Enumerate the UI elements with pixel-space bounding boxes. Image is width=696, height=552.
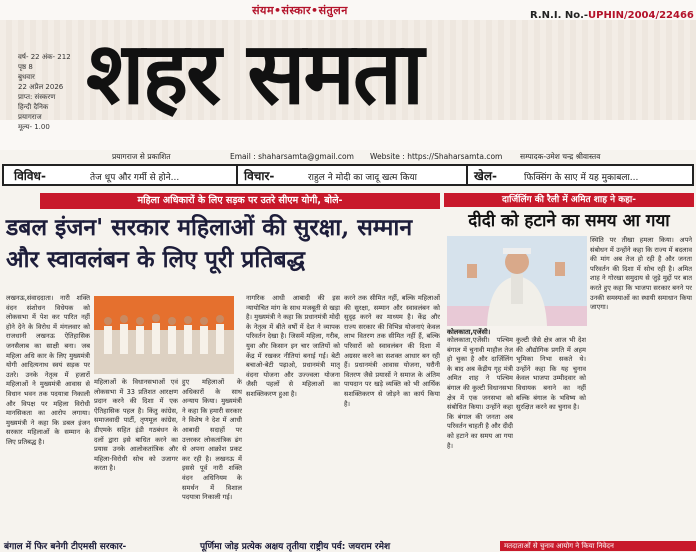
section-teaser-vichar[interactable]: राहुल ने मोदी का जादू खत्म किया [308, 173, 417, 183]
website-link[interactable]: Website : https://Shaharsamta.com [370, 152, 503, 161]
bottom-headline-middle[interactable]: पूर्णिमा जोड़ प्रत्येक अक्षय तृतीया राष्ट्रीय पर्व: जयराम रमेश [200, 542, 391, 552]
info-bar [0, 150, 696, 164]
strip-divider [466, 166, 468, 184]
section-teaser-khel[interactable]: फिक्सिंग के साए में यह मुकाबला... [524, 173, 639, 183]
published-from: प्रयागराज से प्रकाशित [112, 152, 171, 161]
side-story-column-3: स्थिति पर तीखा हमला किया। अपने संबोधन में उन्होंने कहा कि राज्य में बदलाव की मांग अब तेज हो रही है और जनता परिवर्तन की दिशा में सोच रही है। अमित शाह ने गोरखा समुदाय से जुड़े मुद्दों पर बात करते हुए कहा कि भाजपा सरकार बनने पर उनकी समस्याओं का स्थायी समाधान किया जाएगा। [590, 236, 692, 312]
main-story-column-1: लखनऊ,संवाददाता। नारी शक्ति वंदन संशोधन विधेयक को लोकसभा में पेश कर पारित नहीं होने देने के विरोध में मंगलवार को राजधानी लखनऊ ऐतिहासिक जनसैलाब का साक्षी बना। जब महिला अधि कार के लिए मुख्यमंत्री योगी आदित्यनाथ स्वयं सड़क पर उतरे। उनके नेतृत्व में हजारों महिलाओं ने मुख्यमंत्री आवास से विधान भवन तक पदयात्रा निकाली और विपक्ष पर महिला विरोधी मानसिकता का आरोप लगाया। मुख्यमंत्री ने कहा कि डबल इंजन सरकार महिलाओं के सम्मान के लिए प्रतिबद्ध है। [6, 294, 90, 446]
city-line: प्रयागराज [18, 113, 42, 121]
side-story-column-1: कोलकाता,एजेंसी। पश्चिम बंगाल में चुनावी माहौल तेज हो चुका है और दार्जिलिंग के बाद अब केंद्रीय गृह मंत्री अमित शाह ने पश्चिम बंगाल की कुल्टी विधानसभा क्षेत्र में एक जनसभा को संबोधित किया। उन्होंने कहा कि बंगाल की जनता अब परिवर्तन चाहती है और दीदी को हटाने का समय आ गया है। [447, 336, 513, 450]
main-story-column-4: नागरिक आधी आबादी की इस न्यायोचित मांग के साथ मजबूती से खड़ा है। मुख्यमंत्री ने कहा कि प्रधानमंत्री मोदी के नेतृत्व में बीते वर्षों में देश ने व्यापक परिवर्तन देखा है। जिसमें महिला, गरीब, युवा और किसान इन चार जातियों को केंद्र में रखकर नीतियां बनाई गईं। बेटी बचाओ-बेटी पढ़ाओ, प्रधानमंत्री मातृ वंदना योजना और उज्ज्वला योजना जैसी पहलों से महिलाओं का सशक्तिकरण हुआ है। [246, 294, 340, 398]
bottom-headline-right[interactable]: मतदाताओं से चुनाव आयोग ने किया निवेदन [500, 541, 696, 551]
amit-shah-photo[interactable] [447, 236, 587, 326]
section-label-vichar[interactable]: विचार- [244, 169, 275, 183]
day-line: बुधवार [18, 73, 35, 81]
pages-line: पृष्ठ 8 [18, 63, 33, 71]
main-story-headline[interactable]: डबल इंजन' सरकार महिलाओं की सुरक्षा, सम्मान और स्वावलंबन के लिए पूरी प्रतिबद्ध [6, 214, 413, 273]
price-line: मूल्य- 1.00 [18, 123, 50, 131]
main-story-kicker: महिला अधिकारों के लिए सड़क पर उतरे सीएम योगी, बोले- [40, 193, 440, 209]
bottom-headline-left[interactable]: बंगाल में फिर बनेगी टीएमसी सरकार- [4, 542, 127, 552]
section-teaser-vividh[interactable]: तेज धूप और गर्मी से होने... [90, 173, 180, 183]
date-line: 22 अप्रैल 2026 [18, 83, 64, 91]
rally-photo[interactable] [94, 296, 234, 374]
newspaper-title: शहर समता [86, 23, 423, 124]
main-story-column-5: करने तक सीमित नहीं, बल्कि महिलाओं की सुरक्षा, सम्मान और स्वावलंबन को सुदृढ़ करने का माध्यम है। केंद्र और राज्य सरकार की विभिन्न योजनाएं केवल लाभ वितरण तक सीमित नहीं हैं, बल्कि परिवारों को स्वावलंबन की दिशा में अग्रसर करने का सशक्त आधार बन रही हैं। प्रधानमंत्री आवास योजना, घरौनी वितरण जैसे प्रयासों ने समाज के अंतिम पायदान पर खड़े व्यक्ति को भी आर्थिक सशक्तिकरण से जोड़ने का कार्य किया है। [344, 294, 440, 408]
email-link[interactable]: Email : shaharsamta@gmail.com [230, 152, 354, 161]
main-story-column-2: महिलाओं के विधानसभाओं एवं लोकसभा में 33 प्रतिशत आरक्षण प्रदान करने की दिशा में एक ऐतिहासिक पहल है। किंतु कांग्रेस, समाजवादी पार्टी, तृणमूल कांग्रेस, डीएमके सहित इंडी गठबंधन के दलों द्वारा इसे बाधित करने का प्रयास उनके आलोकतांत्रिक और महिला-विरोधी सोच को उजागर करता है। [94, 378, 178, 473]
side-story-column-2: कुल्टी जैसे क्षेत्र आज भी देश की औद्योगिक प्रगति में अहम भूमिका निभा सकते थे। उन्होंने कहा कि यह चुनाव केवल भाजपा उम्मीदवार को विधायक बनाने का नहीं बल्कि बंगाल के भविष्य को सुरक्षित करने का चुनाव है। [516, 336, 586, 412]
masthead-tagline: संयम•संस्कार•संतुलन [252, 4, 348, 17]
strip-divider [236, 166, 238, 184]
main-story-column-3: हुए महिलाओं के अधिकारों के साथ अन्याय किया। मुख्यमंत्री ने कहा कि हमारी सरकार ने विशेष ने देश में आधी आबादी सदाहों पर उत्तरकर लोकतांत्रिक ढंग से अपना आक्रोश प्रकट कर रही है। लखनऊ में इससे पूर्व नारी शक्ति वंदन अधिनियम के समर्थन में विशाल पदयात्रा निकाली गई। [182, 378, 242, 502]
issue-line: वर्ष- 22 अंक- 212 [18, 53, 71, 61]
masthead-side-info [18, 52, 92, 148]
section-label-vividh[interactable]: विविध- [14, 169, 46, 183]
section-label-khel[interactable]: खेल- [474, 169, 497, 183]
section-strip [2, 164, 694, 186]
side-story-headline[interactable]: दीदी को हटाने का समय आ गया [468, 211, 670, 231]
photo-caption: कोलकाता,एजेंसी। [447, 328, 491, 336]
editor-credit: सम्पादक-उमेश चन्द्र श्रीवास्तव [520, 152, 601, 161]
side-story-kicker: दार्जिलिंग की रैली में अमित शाह ने कहा- [444, 193, 694, 207]
rni-number: R.N.I. No.-UPHIN/2004/22466 [530, 10, 694, 21]
edition-line: प्राप्त: संस्करण [18, 93, 56, 101]
language-line: हिन्दी दैनिक [18, 103, 49, 111]
